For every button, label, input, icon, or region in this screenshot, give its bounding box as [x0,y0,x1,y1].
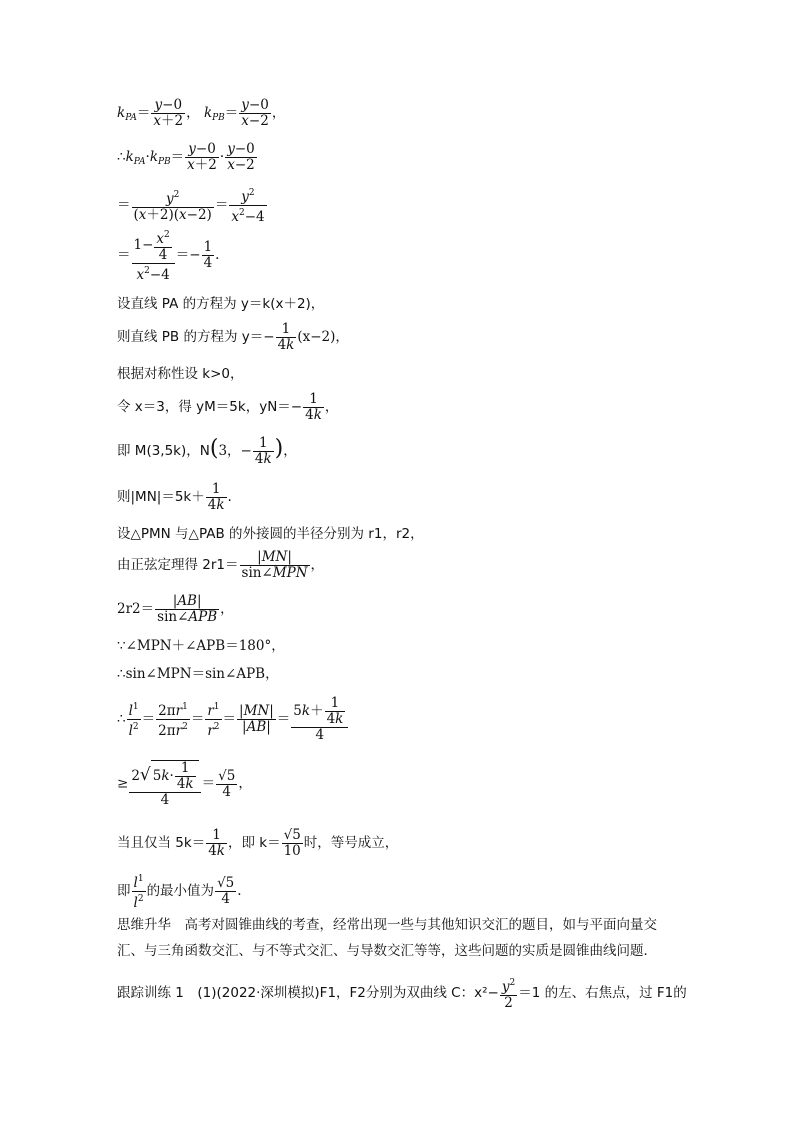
equality-mid: ，即 k＝ [227,835,281,851]
exercise-text: 跟踪训练 1 (1)(2022·深圳模拟)F1，F2分别为双曲线 C：x²− [117,985,499,1001]
points-mn: 即 M(3,5k)，N(3，− $\frac{1}{4k}$ )， [117,435,297,467]
equality-condition: 当且仅当 5k＝ $\frac{1}{4k}$ ，即 k＝ $\frac{√5}{10}$ 时，等号成立， [117,827,399,859]
ratio-expression: ∴ $\frac{l^1}{l^2}$ ＝ $\frac{2\pi r^1}{2\pi r^2}$ ＝ $\frac{r^1}{r^2}$ ＝ $\frac{|MN|}{|AB|}$ ＝ 5k＋ $\frac{1}{4k}$ 4 [117,696,349,743]
circumradii: 设△PMN 与△PAB 的外接圆的半径分别为 r1，r2， [117,526,424,542]
minimum-mid: 的最小值为 [146,883,215,899]
mn-length-prefix: 则|MN|＝5k＋ [117,489,205,505]
let-x-prefix: 令 x＝3，得 yM＝5k，yN＝− [117,399,303,415]
sine-rule-2-prefix: 2r2＝ [117,601,155,617]
points-mn-prefix: 即 M(3,5k)，N [117,443,210,459]
exercise-tail: ＝1 的左、右焦点，过 F1的 [518,985,687,1001]
sine-equality [117,668,279,682]
sine-rule-1-prefix: 由正弦定理得 2r1＝ [117,557,239,573]
line-pb-suffix: (x−2)， [297,329,349,345]
inequality: ≥ 2√ 5k· $\frac{1}{4k}$ 4 ＝ $\frac{√5}{4}$ ， [117,760,252,808]
because-symbol: ∵ [117,638,126,654]
line-pb-prefix: 则直线 PB 的方程为 y＝− [117,329,275,345]
symmetry-assumption: 根据对称性设 k>0， [117,366,244,382]
slope-product-step3: ＝ 1− $\frac{x^2}{4}$ $x^2-4$ ＝− $\frac{1}{4}$ . [117,230,220,283]
slope-product-step2: ＝ $\frac{y^2}{(x+2)(x-2)}$ ＝ $\frac{y^2}{x^2-4}$ [117,188,265,225]
summary-paragraph: 思维升华 高考对圆锥曲线的考查，经常出现一些与其他知识交汇的题目，如与平面向量交汇、与三角函数交汇、与不等式交汇、与导数交汇等等，这些问题的实质是圆锥曲线问题． [117,917,657,959]
sine-rule-1: 由正弦定理得 2r1＝ |MN| sin∠MPN ， [117,549,325,581]
exercise-line: 跟踪训练 1 (1)(2022·深圳模拟)F1，F2分别为双曲线 C：x²− $\frac{y^2}{2}$ ＝1 的左、右焦点，过 F1的 [117,978,687,1011]
angle-sum-text: ∠MPN＋∠APB＝180°， [125,638,285,654]
slope-product: $\therefore k_{PA}\cdot k_{PB}=$ $\frac{y-0}{x+2}$ · $\frac{y-0}{x-2}$ [117,141,255,173]
equality-prefix: 当且仅当 5k＝ [117,835,206,851]
sine-equality-text: sin∠MPN＝sin∠APB， [125,666,279,682]
sine-rule-2: 2r2＝ |AB| sin∠APB ， [117,593,234,625]
mn-length: 则|MN|＝5k＋ $\frac{1}{4k}$ . [117,481,232,513]
let-x-equals-3: 令 x＝3，得 yM＝5k，yN＝− $\frac{1}{4k}$ ， [117,391,339,423]
equality-suffix: 时，等号成立， [303,835,399,851]
line-pa-equation: 设直线 PA 的方程为 y＝k(x＋2)， [117,296,325,312]
minimum-prefix: 即 [117,883,131,899]
minimum-value: 即 $\frac{l^1}{l^2}$ 的最小值为 $\frac{√5}{4}$ . [117,874,242,911]
angle-sum [117,640,285,654]
line-pb-equation: 则直线 PB 的方程为 y＝− $\frac{1}{4k}$ (x−2)， [117,321,349,353]
therefore-symbol: ∴ [117,666,126,682]
slope-definitions: $k_{PA}=$ $\frac{y-0}{x+2}$ ， $k_{PB}=$ $\frac{y-0}{x-2}$ ， [117,97,286,129]
